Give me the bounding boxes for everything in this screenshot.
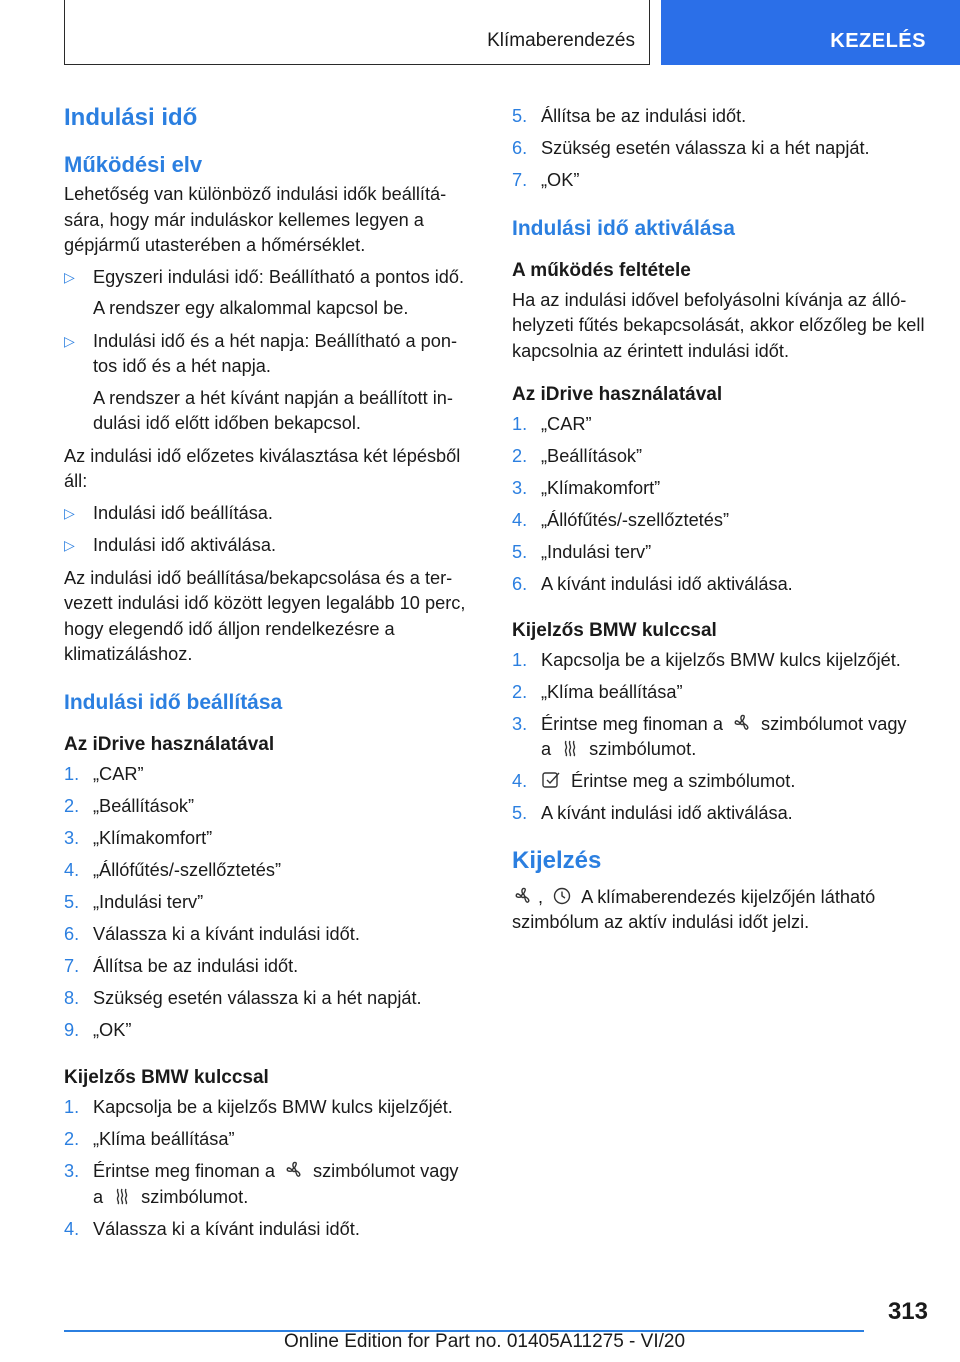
list-item: 4. Válassza ki a kívánt indulási időt. bbox=[64, 1218, 360, 1239]
intro-paragraph: Lehetőség van különböző indulási idők beállítá-sára, hogy már induláskor kellemes legyen a gépjármű utasterében a hőmérséklet. bbox=[64, 184, 447, 255]
list-item: 5. „Indulási terv” bbox=[64, 891, 204, 912]
heading-indulasi-ido-beallitasa: Indulási idő beállítása bbox=[64, 690, 283, 714]
subheading-idrive: Az iDrive használatával bbox=[64, 733, 275, 755]
heading-mukodesi-elv: Működési elv bbox=[64, 152, 203, 177]
list-item: 5. „Indulási terv” bbox=[512, 542, 652, 562]
list-item: 3. Érintse meg finoman a szimbólumot vagy a szimbólumot. bbox=[64, 1161, 459, 1207]
list-item: 1. „CAR” bbox=[512, 414, 592, 434]
list-item: 6. Válassza ki a kívánt indulási időt. bbox=[64, 923, 360, 944]
section-label: KEZELÉS bbox=[830, 30, 926, 52]
fan-icon bbox=[512, 886, 534, 906]
idrive-steps-continued bbox=[512, 104, 928, 194]
list-item: 2. „Beállítások” bbox=[64, 795, 195, 816]
list-item: 5. A kívánt indulási idő aktiválása. bbox=[512, 803, 793, 823]
subheading-idrive: Az iDrive használatával bbox=[512, 384, 723, 405]
main-heading: Indulási idő bbox=[64, 104, 198, 131]
list-item: 1. Kapcsolja be a kijelzős BMW kulcs kijelzőjét. bbox=[64, 1097, 453, 1117]
heading-indulasi-ido-aktivalasa: Indulási idő aktiválása bbox=[512, 216, 735, 240]
subheading-bmw-key: Kijelzős BMW kulccsal bbox=[512, 619, 717, 641]
list-item: 7. Állítsa be az indulási időt. bbox=[64, 955, 299, 976]
bullet-item: ▷ Indulási idő és a hét napja: Beállítható a pon-tos idő és a hét napja. A rendszer a hét kívánt napján a beállított in-dulási idő előtt időben bekapcsol. bbox=[64, 330, 458, 433]
list-item: 1. Kapcsolja be a kijelzős BMW kulcs kijelzőjét. bbox=[512, 649, 901, 670]
paragraph: Az indulási idő beállítása/bekapcsolása és a ter-vezett indulási idő között legyen legalább 10 perc, hogy elegendő idő álljon rendelkezésre a klimatizáláshoz. bbox=[64, 567, 466, 664]
list-item: 3. „Klímakomfort” bbox=[64, 827, 213, 848]
subheading-condition: A működés feltétele bbox=[512, 259, 691, 281]
list-item: 9. „OK” bbox=[64, 1019, 132, 1040]
list-item: 2. „Beállítások” bbox=[512, 446, 643, 466]
header-section-box bbox=[661, 0, 960, 65]
activation-key-steps bbox=[512, 648, 928, 827]
bullet-item: ▷ Indulási idő beállítása. bbox=[64, 501, 478, 527]
list-item: 4. „Állófűtés/-szellőztetés” bbox=[64, 859, 282, 880]
subheading-bmw-key: Kijelzős BMW kulccsal bbox=[64, 1067, 269, 1088]
paragraph: Az indulási idő előzetes kiválasztása két lépésből áll: bbox=[64, 445, 461, 491]
left-column bbox=[64, 102, 478, 1249]
triangle-bullet-icon: ▷ bbox=[64, 504, 75, 521]
condition-paragraph: Ha az indulási idővel befolyásolni kívánja az álló-helyzeti fűtés bekapcsolását, akkor előzőleg be kell kapcsolnia az érintett indulási időt. bbox=[512, 289, 925, 361]
list-item: 4. Érintse meg a szimbólumot. bbox=[512, 771, 796, 791]
footer-edition-text: Online Edition for Part no. 01405A11275 - VI/20 bbox=[284, 1331, 686, 1352]
bullet-item: ▷ Indulási idő aktiválása. bbox=[64, 533, 478, 559]
list-item: 2. „Klíma beállítása” bbox=[64, 1129, 235, 1149]
key-steps-list bbox=[64, 1095, 478, 1242]
idrive-steps-list bbox=[64, 762, 478, 1044]
heading-kijelzes: Kijelzés bbox=[512, 846, 602, 874]
fan-icon bbox=[731, 713, 753, 733]
triangle-bullet-icon: ▷ bbox=[64, 332, 75, 349]
header-chapter-box bbox=[64, 0, 650, 65]
list-item: 6. A kívánt indulási idő aktiválása. bbox=[512, 574, 793, 594]
list-item: 3. „Klímakomfort” bbox=[512, 478, 661, 498]
triangle-bullet-icon: ▷ bbox=[64, 537, 75, 553]
display-paragraph: , A klímaberendezés kijelzőjén látható szimbólum az aktív indulási időt jelzi. bbox=[512, 886, 876, 932]
list-item: 8. Szükség esetén válassza ki a hét napját. bbox=[64, 987, 422, 1008]
activation-idrive-steps bbox=[512, 412, 928, 598]
list-item: 1. „CAR” bbox=[64, 763, 144, 784]
page-header bbox=[0, 0, 960, 66]
list-item: 6. Szükség esetén válassza ki a hét napját. bbox=[512, 138, 870, 158]
bullet-item: ▷ Egyszeri indulási idő: Beállítható a pontos idő. A rendszer egy alkalommal kapcsol be. bbox=[64, 266, 465, 318]
list-item: 5. Állítsa be az indulási időt. bbox=[512, 106, 747, 126]
chapter-title: Klímaberendezés bbox=[487, 30, 635, 51]
right-column bbox=[512, 104, 928, 942]
heater-icon bbox=[559, 738, 581, 758]
heater-icon bbox=[111, 1186, 133, 1206]
list-item: 3. Érintse meg finoman a szimbólumot vagy a szimbólumot. bbox=[512, 713, 907, 759]
touch-checkbox-icon bbox=[541, 770, 563, 790]
fan-icon bbox=[283, 1160, 305, 1180]
clock-icon bbox=[551, 886, 573, 906]
list-item: 4. „Állófűtés/-szellőztetés” bbox=[512, 510, 730, 530]
list-item: 7. „OK” bbox=[512, 170, 580, 190]
triangle-bullet-icon: ▷ bbox=[64, 268, 75, 285]
page-number: 313 bbox=[887, 1298, 928, 1325]
list-item: 2. „Klíma beállítása” bbox=[512, 681, 683, 702]
